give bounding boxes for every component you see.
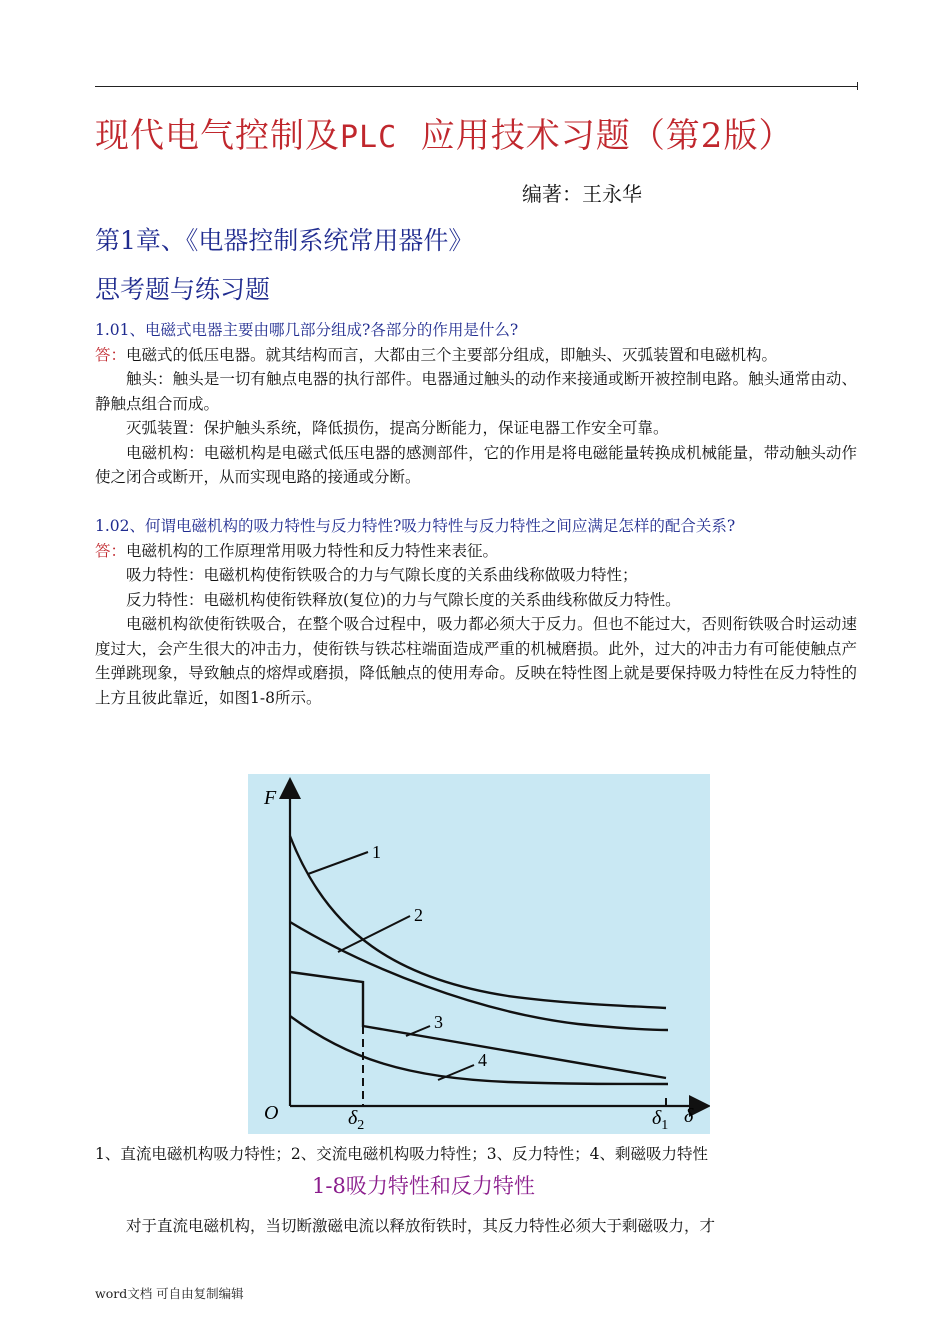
- q2-para-fit: 电磁机构欲使衔铁吸合，在整个吸合过程中，吸力都必须大于反力。但也不能过大，否则衔铁吸合时运动速度过大，会产生很大的冲击力，使衔铁与铁芯柱端面造成严重的机械磨损。此外，过大的冲击力有可能使触点产生弹跳现象，导致触点的熔焊或磨损，降低触点的使用寿命。反映在特性图上就是要保持吸力特性在反力特性的上方且彼此靠近，如图1-8所示。: [95, 615, 857, 707]
- q2-block: [95, 514, 857, 710]
- q1-question: 1.01、电磁式电器主要由哪几部分组成?各部分的作用是什么?: [95, 321, 519, 339]
- curve-2-ac-pull: [290, 922, 668, 1030]
- curve-4-label: 4: [478, 1050, 487, 1070]
- author-line: 编著：王永华: [522, 182, 642, 206]
- section-heading: 思考题与练习题: [95, 275, 271, 304]
- q2-answer-text: 电磁机构的工作原理常用吸力特性和反力特性来表征。: [126, 541, 499, 560]
- title-edition: （第2版）: [630, 116, 794, 156]
- figure-legend-caption: 1、直流电磁机构吸力特性；2、交流电磁机构吸力特性；3、反力特性；4、剩磁吸力特性: [95, 1145, 708, 1163]
- curve-3-label: 3: [434, 1012, 443, 1032]
- q1-para-magnet: 电磁机构：电磁机构是电磁式低压电器的感测部件，它的作用是将电磁能量转换成机械能量，带动触头动作使之闭合或断开，从而实现电路的接通或分断。: [95, 443, 857, 486]
- q1-answer-label: 答：: [95, 345, 127, 364]
- y-axis-label: F: [264, 787, 277, 809]
- curve-1-dc-pull: [290, 836, 666, 1008]
- chapter-heading: 第1章、《电器控制系统常用器件》: [95, 226, 474, 255]
- x-axis-label: δ: [684, 1105, 694, 1127]
- page-footer: word文档 可自由复制编辑: [95, 1286, 244, 1301]
- q1-block: [95, 318, 857, 490]
- q2-para-pull: 吸力特性：电磁机构使衔铁吸合的力与气隙长度的关系曲线称做吸力特性；: [126, 566, 638, 584]
- q2-answer-label: 答：: [95, 541, 127, 560]
- dc-mechanism-paragraph: 对于直流电磁机构，当切断激磁电流以释放衔铁时，其反力特性必须大于剩磁吸力，才: [126, 1217, 716, 1235]
- title-plc: PLC: [340, 120, 398, 155]
- delta1-label: $\delta_1$: [652, 1107, 669, 1133]
- curve-2-label: 2: [414, 905, 423, 925]
- figure-1-8: [248, 774, 710, 1134]
- figure-title-caption: 1-8吸力特性和反力特性: [312, 1174, 535, 1198]
- q2-question: 1.02、何谓电磁机构的吸力特性与反力特性?吸力特性与反力特性之间应满足怎样的配合关系?: [95, 517, 736, 535]
- title-rest: 应用技术习题: [397, 116, 631, 156]
- curve-1-leader: [308, 852, 368, 874]
- characteristic-diagram: [248, 774, 710, 1134]
- curve-1-label: 1: [372, 842, 381, 862]
- header-rule-tick: [857, 82, 858, 90]
- q2-answer: [95, 539, 857, 564]
- q2-para-reaction: 反力特性：电磁机构使衔铁释放(复位)的力与气隙长度的关系曲线称做反力特性。: [126, 590, 681, 609]
- q1-para-contacts: 触头：触头是一切有触点电器的执行部件。电器通过触头的动作来接通或断开被控制电路。触头通常由动、静触点组合而成。: [95, 370, 857, 413]
- q1-answer-text: 电磁式的低压电器。就其结构而言，大都由三个主要部分组成，即触头、灭弧装置和电磁机构。: [126, 345, 778, 364]
- origin-label: O: [264, 1102, 279, 1124]
- q1-answer: [95, 343, 857, 368]
- delta2-label: $\delta_2$: [348, 1107, 365, 1133]
- q1-para-arc: 灭弧装置：保护触头系统，降低损伤，提高分断能力，保证电器工作安全可靠。: [126, 419, 669, 437]
- title-main: 现代电气控制及: [95, 116, 340, 156]
- document-title: [95, 108, 865, 157]
- header-rule: [95, 86, 857, 87]
